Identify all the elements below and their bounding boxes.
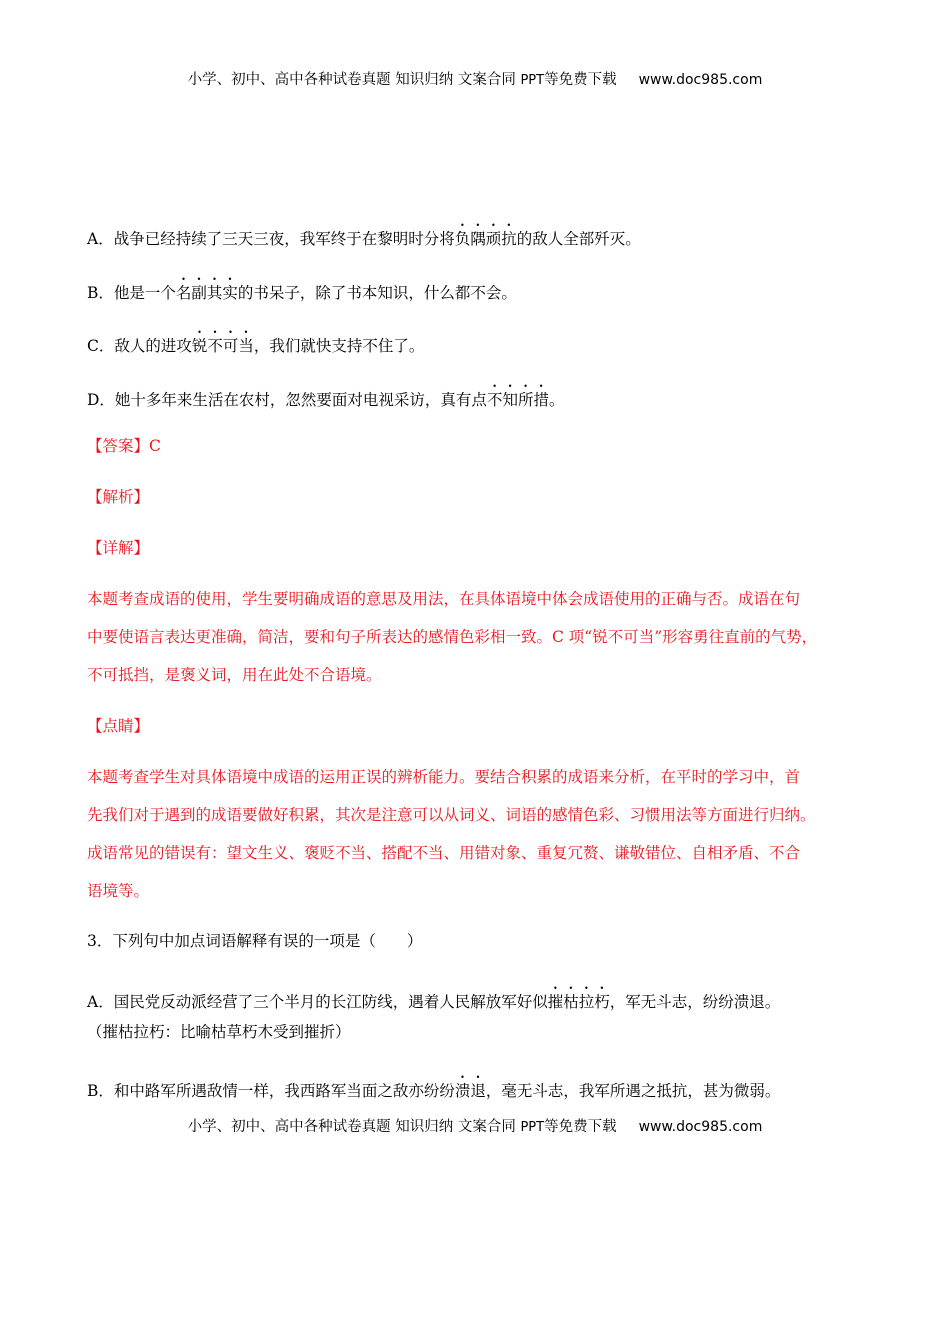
tip-line: 语境等。 xyxy=(87,882,150,900)
footer-url[interactable]: www.doc985.com xyxy=(638,1119,763,1135)
emphasized-word: 名副其实 xyxy=(175,284,238,302)
tip-label: 【点睛】 xyxy=(87,717,150,735)
header-text2: 等免费下载 xyxy=(544,72,617,88)
emphasized-word: 锐不可当 xyxy=(191,337,254,355)
q3-option-a: A．国民党反动派经营了三个半月的长江防线，遇着人民解放军好似摧枯拉朽，军无斗志，纷纷溃退。 xyxy=(87,993,781,1011)
emphasized-word: 摧枯拉朽 xyxy=(547,993,610,1011)
header-text: 小学、初中、高中各种试卷真题 知识归纳 文案合同 xyxy=(187,72,521,88)
emphasized-word: 不知所措 xyxy=(486,391,549,409)
detail-line: 不可抵挡，是褒义词，用在此处不合语境。 xyxy=(87,666,382,684)
tip-line: 成语常见的错误有：望文生义、褒贬不当、搭配不当、用错对象、重复冗赘、谦敬错位、自相矛盾、不合 xyxy=(87,844,801,862)
tip-line: 先我们对于遇到的成语要做好积累，其次是注意可以从词义、词语的感情色彩、习惯用法等方面进行归纳。 xyxy=(87,806,816,824)
answer: 【答案】C xyxy=(87,437,161,455)
analysis-label: 【解析】 xyxy=(87,488,150,506)
detail-line: 中要使语言表达更准确，简洁，要和句子所表达的感情色彩相一致。C 项“锐不可当”形容勇往直前的气势， xyxy=(87,628,818,646)
footer-ppt: PPT xyxy=(520,1120,545,1135)
option-b: B．他是一个名副其实的书呆子，除了书本知识，什么都不会。 xyxy=(87,284,517,302)
page-header xyxy=(0,68,950,89)
header-url[interactable]: www.doc985.com xyxy=(638,72,763,88)
footer-text: 小学、初中、高中各种试卷真题 知识归纳 文案合同 xyxy=(187,1119,521,1135)
tip-line: 本题考查学生对具体语境中成语的运用正误的辨析能力。要结合积累的成语来分析，在平时的学习中，首 xyxy=(87,768,801,786)
option-d: D．她十多年来生活在农村，忽然要面对电视采访，真有点不知所措。 xyxy=(87,391,565,409)
question-3-title: 3．下列句中加点词语解释有误的一项是（ ） xyxy=(87,932,423,950)
q3-option-b: B．和中路军所遇敌情一样，我西路军当面之敌亦纷纷溃退，毫无斗志，我军所遇之抵抗，甚为微弱。 xyxy=(87,1082,781,1100)
option-a: A．战争已经持续了三天三夜，我军终于在黎明时分将负隅顽抗的敌人全部歼灭。 xyxy=(87,230,641,248)
detail-label: 【详解】 xyxy=(87,539,150,557)
header-ppt: PPT xyxy=(520,73,545,88)
q3-option-a-note: （摧枯拉朽：比喻枯草朽木受到摧折） xyxy=(87,1023,351,1041)
option-c: C．敌人的进攻锐不可当，我们就快支持不住了。 xyxy=(87,337,425,355)
emphasized-word: 负隅顽抗 xyxy=(454,230,517,248)
footer-text2: 等免费下载 xyxy=(544,1119,617,1135)
emphasized-word: 溃退 xyxy=(454,1082,486,1100)
detail-line: 本题考查成语的使用，学生要明确成语的意思及用法，在具体语境中体会成语使用的正确与否。成语在句 xyxy=(87,590,801,608)
page-footer xyxy=(0,1115,950,1136)
